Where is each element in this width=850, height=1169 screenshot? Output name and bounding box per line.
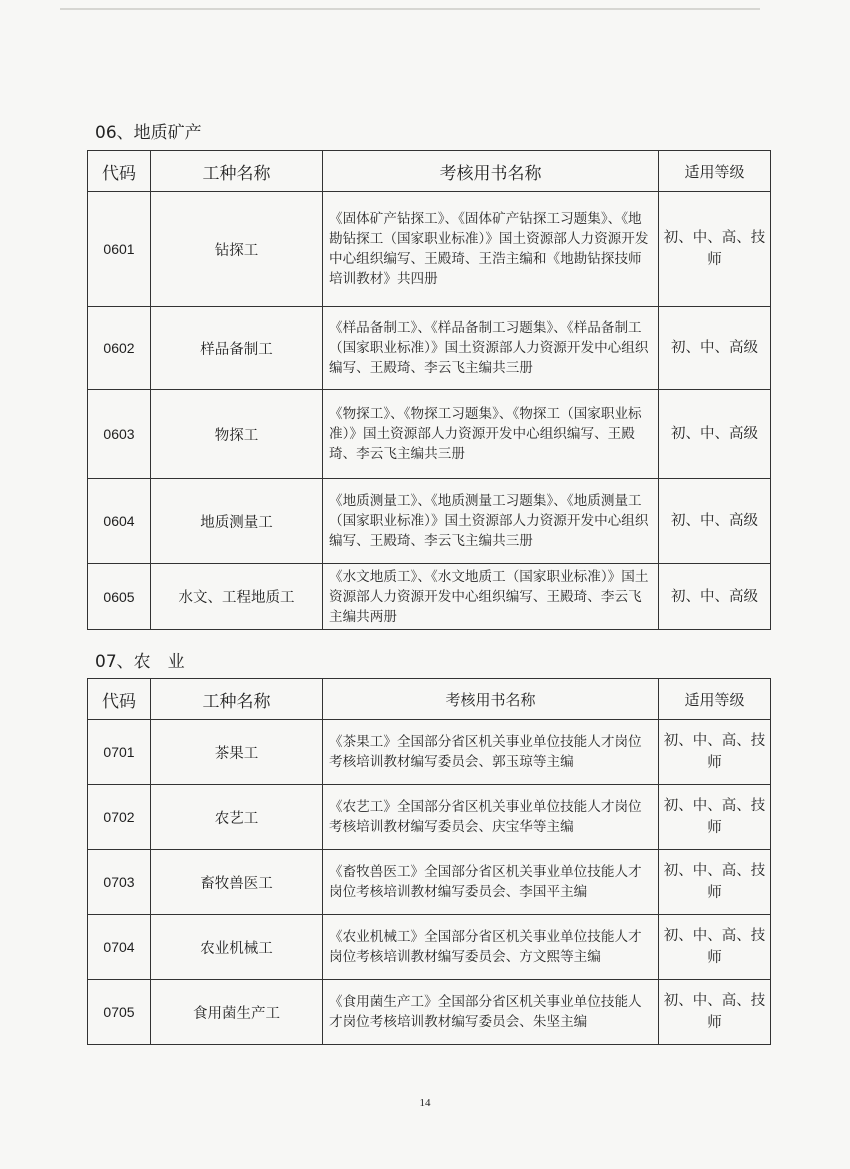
row-level: 初、中、高级 (659, 564, 771, 630)
row-book: 《固体矿产钻探工》、《固体矿产钻探工习题集》、《地勘钻探工（国家职业标准）》国土资源部人力资源开发中心组织编写、王殿琦、王浩主编和《地勘钻探技师培训教材》共四册 (323, 192, 659, 307)
row-job-name: 物探工 (151, 390, 323, 479)
row-level: 初、中、高、技师 (659, 785, 771, 850)
row-book: 《农艺工》全国部分省区机关事业单位技能人才岗位考核培训教材编写委员会、庆宝华等主编 (323, 785, 659, 850)
header-book-name: 考核用书名称 (323, 151, 659, 192)
table-row (88, 564, 771, 630)
row-code: 0704 (88, 915, 151, 980)
row-level: 初、中、高、技师 (659, 980, 771, 1045)
header-code: 代码 (88, 151, 151, 192)
table-row (88, 720, 771, 785)
row-code: 0603 (88, 390, 151, 479)
row-code: 0605 (88, 564, 151, 630)
row-code: 0702 (88, 785, 151, 850)
table-row (88, 479, 771, 564)
table-row (88, 915, 771, 980)
row-code: 0601 (88, 192, 151, 307)
table-agriculture (87, 678, 771, 1045)
row-code: 0705 (88, 980, 151, 1045)
table-row (88, 307, 771, 390)
table-row (88, 192, 771, 307)
row-book: 《地质测量工》、《地质测量工习题集》、《地质测量工（国家职业标准）》国土资源部人力资源开发中心组织编写、王殿琦、李云飞主编共三册 (323, 479, 659, 564)
row-job-name: 钻探工 (151, 192, 323, 307)
header-job-name: 工种名称 (151, 151, 323, 192)
row-level: 初、中、高级 (659, 390, 771, 479)
row-book: 《茶果工》全国部分省区机关事业单位技能人才岗位考核培训教材编写委员会、郭玉琼等主编 (323, 720, 659, 785)
table-geology (87, 150, 771, 630)
row-job-name: 食用菌生产工 (151, 980, 323, 1045)
header-code: 代码 (88, 679, 151, 720)
row-job-name: 水文、工程地质工 (151, 564, 323, 630)
header-level: 适用等级 (659, 151, 771, 192)
row-job-name: 样品备制工 (151, 307, 323, 390)
row-book: 《农业机械工》全国部分省区机关事业单位技能人才岗位考核培训教材编写委员会、方文熙等主编 (323, 915, 659, 980)
row-level: 初、中、高、技师 (659, 850, 771, 915)
table-row (88, 785, 771, 850)
scan-edge-line (60, 8, 760, 10)
section-title-geology: 06、地质矿产 (95, 123, 202, 143)
table-row (88, 980, 771, 1045)
row-book: 《畜牧兽医工》全国部分省区机关事业单位技能人才岗位考核培训教材编写委员会、李国平主编 (323, 850, 659, 915)
row-level: 初、中、高、技师 (659, 915, 771, 980)
row-book: 《样品备制工》、《样品备制工习题集》、《样品备制工（国家职业标准）》国土资源部人力资源开发中心组织编写、王殿琦、李云飞主编共三册 (323, 307, 659, 390)
row-code: 0602 (88, 307, 151, 390)
row-job-name: 茶果工 (151, 720, 323, 785)
row-book: 《物探工》、《物探工习题集》、《物探工（国家职业标准）》国土资源部人力资源开发中心组织编写、王殿琦、李云飞主编共三册 (323, 390, 659, 479)
row-level: 初、中、高级 (659, 307, 771, 390)
row-code: 0703 (88, 850, 151, 915)
row-level: 初、中、高级 (659, 479, 771, 564)
row-book: 《食用菌生产工》全国部分省区机关事业单位技能人才岗位考核培训教材编写委员会、朱坚主编 (323, 980, 659, 1045)
page-number: 14 (419, 1097, 431, 1109)
header-level: 适用等级 (659, 679, 771, 720)
table-header-row (88, 151, 771, 192)
row-level: 初、中、高、技师 (659, 192, 771, 307)
row-job-name: 农业机械工 (151, 915, 323, 980)
header-book-name: 考核用书名称 (323, 679, 659, 720)
row-job-name: 农艺工 (151, 785, 323, 850)
row-code: 0604 (88, 479, 151, 564)
row-job-name: 畜牧兽医工 (151, 850, 323, 915)
table-row (88, 850, 771, 915)
row-book: 《水文地质工》、《水文地质工（国家职业标准）》国土资源部人力资源开发中心组织编写、王殿琦、李云飞主编共两册 (323, 564, 659, 630)
table-row (88, 390, 771, 479)
row-job-name: 地质测量工 (151, 479, 323, 564)
row-level: 初、中、高、技师 (659, 720, 771, 785)
section-title-agriculture: 07、农 业 (95, 652, 185, 672)
row-code: 0701 (88, 720, 151, 785)
header-job-name: 工种名称 (151, 679, 323, 720)
table-header-row (88, 679, 771, 720)
